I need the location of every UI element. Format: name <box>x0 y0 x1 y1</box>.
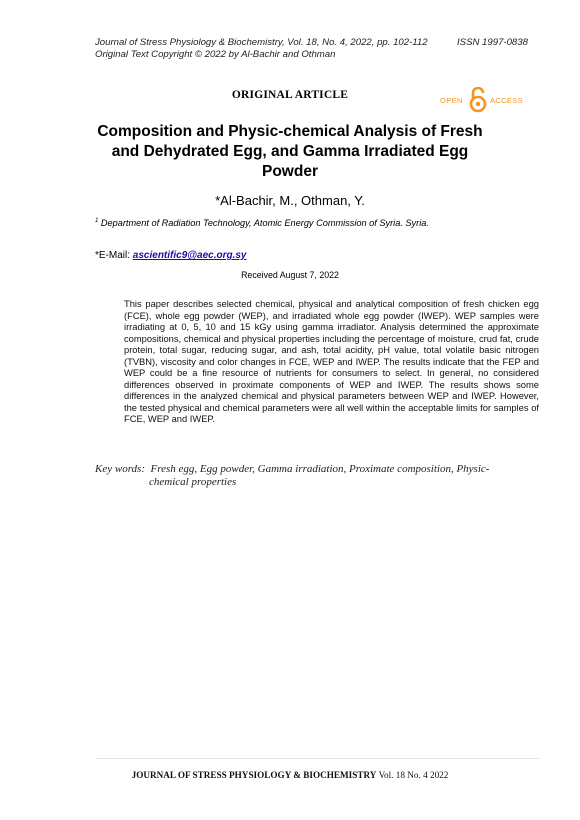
footer-no: No. 4 <box>407 770 428 780</box>
keywords-line-2: chemical properties <box>149 476 237 488</box>
affiliation-marker: 1 <box>95 218 99 224</box>
affiliation-text: Department of Radiation Technology, Atomic Energy Commission of Syria. Syria. <box>100 218 429 229</box>
authors: *Al-Bachir, M., Othman, Y. <box>215 193 365 208</box>
keywords-label: Key words: <box>95 463 146 475</box>
open-label: OPEN <box>440 96 463 105</box>
email-link[interactable]: ascientific9@aec.org.sy <box>132 250 247 261</box>
affiliation <box>95 218 429 228</box>
keywords-line-1 <box>95 463 540 476</box>
footer-journal: JOURNAL OF STRESS PHYSIOLOGY & BIOCHEMISTRY <box>131 770 377 780</box>
open-access-badge <box>440 87 530 115</box>
article-type: ORIGINAL ARTICLE <box>231 89 349 101</box>
footer <box>0 770 580 780</box>
issn: ISSN 1997-0838 <box>457 37 528 48</box>
copyright-line: Original Text Copyright © 2022 by Al-Bachir and Othman <box>95 49 336 60</box>
footer-divider <box>95 758 540 759</box>
keywords-text-1: Fresh egg, Egg powder, Gamma irradiation, Proximate composition, Physic- <box>150 463 490 475</box>
title-line-2: and Dehydrated Egg, and Gamma Irradiated Egg <box>111 143 469 160</box>
access-label: ACCESS <box>490 96 524 105</box>
journal-citation: Journal of Stress Physiology & Biochemistry, Vol. 18, No. 4, 2022, pp. 102-112 <box>95 37 428 48</box>
title-line-3: Powder <box>262 163 318 180</box>
abstract: This paper describes selected chemical, physical and analytical composition of fresh chicken egg (FCE), whole egg powder (WEP), and irradiated whole egg powder (IWEP). WEP samples were irradiating at 0, 5, 10 and 15 kGy using gamma irradiator. Analysis determined the approximate compositions, chemical and physical properties including the percentage of moisture, crud fat, crude protein, total sugar, reducing sugar, and ash, total acidity, pH value, total volatile basic nitrogen (TVBN), viscosity and color changes in FCE, WEP and IWEP. The results indicate that the FEP and WEP could be a fine resource of nutrients for consumers to select. In general, no considered differences observed in proximate components of WEP and IWEP. The results shows some differences in the analyzed chemical and physical parameters between WEP and IWEP. However, the tested physical and chemical parameters were all well within the acceptable limits for samples of FCE, WEP and IWEP. <box>124 299 539 424</box>
footer-year: 2022 <box>429 770 449 780</box>
footer-vol: Vol. 18 <box>378 770 405 780</box>
email-line <box>95 250 247 261</box>
open-access-lock-icon <box>468 87 488 113</box>
email-label: *E-Mail: <box>95 250 131 261</box>
title-line-1: Composition and Physic-chemical Analysis of Fresh <box>97 123 483 140</box>
received-date: Received August 7, 2022 <box>241 270 339 280</box>
keywords <box>95 463 540 489</box>
